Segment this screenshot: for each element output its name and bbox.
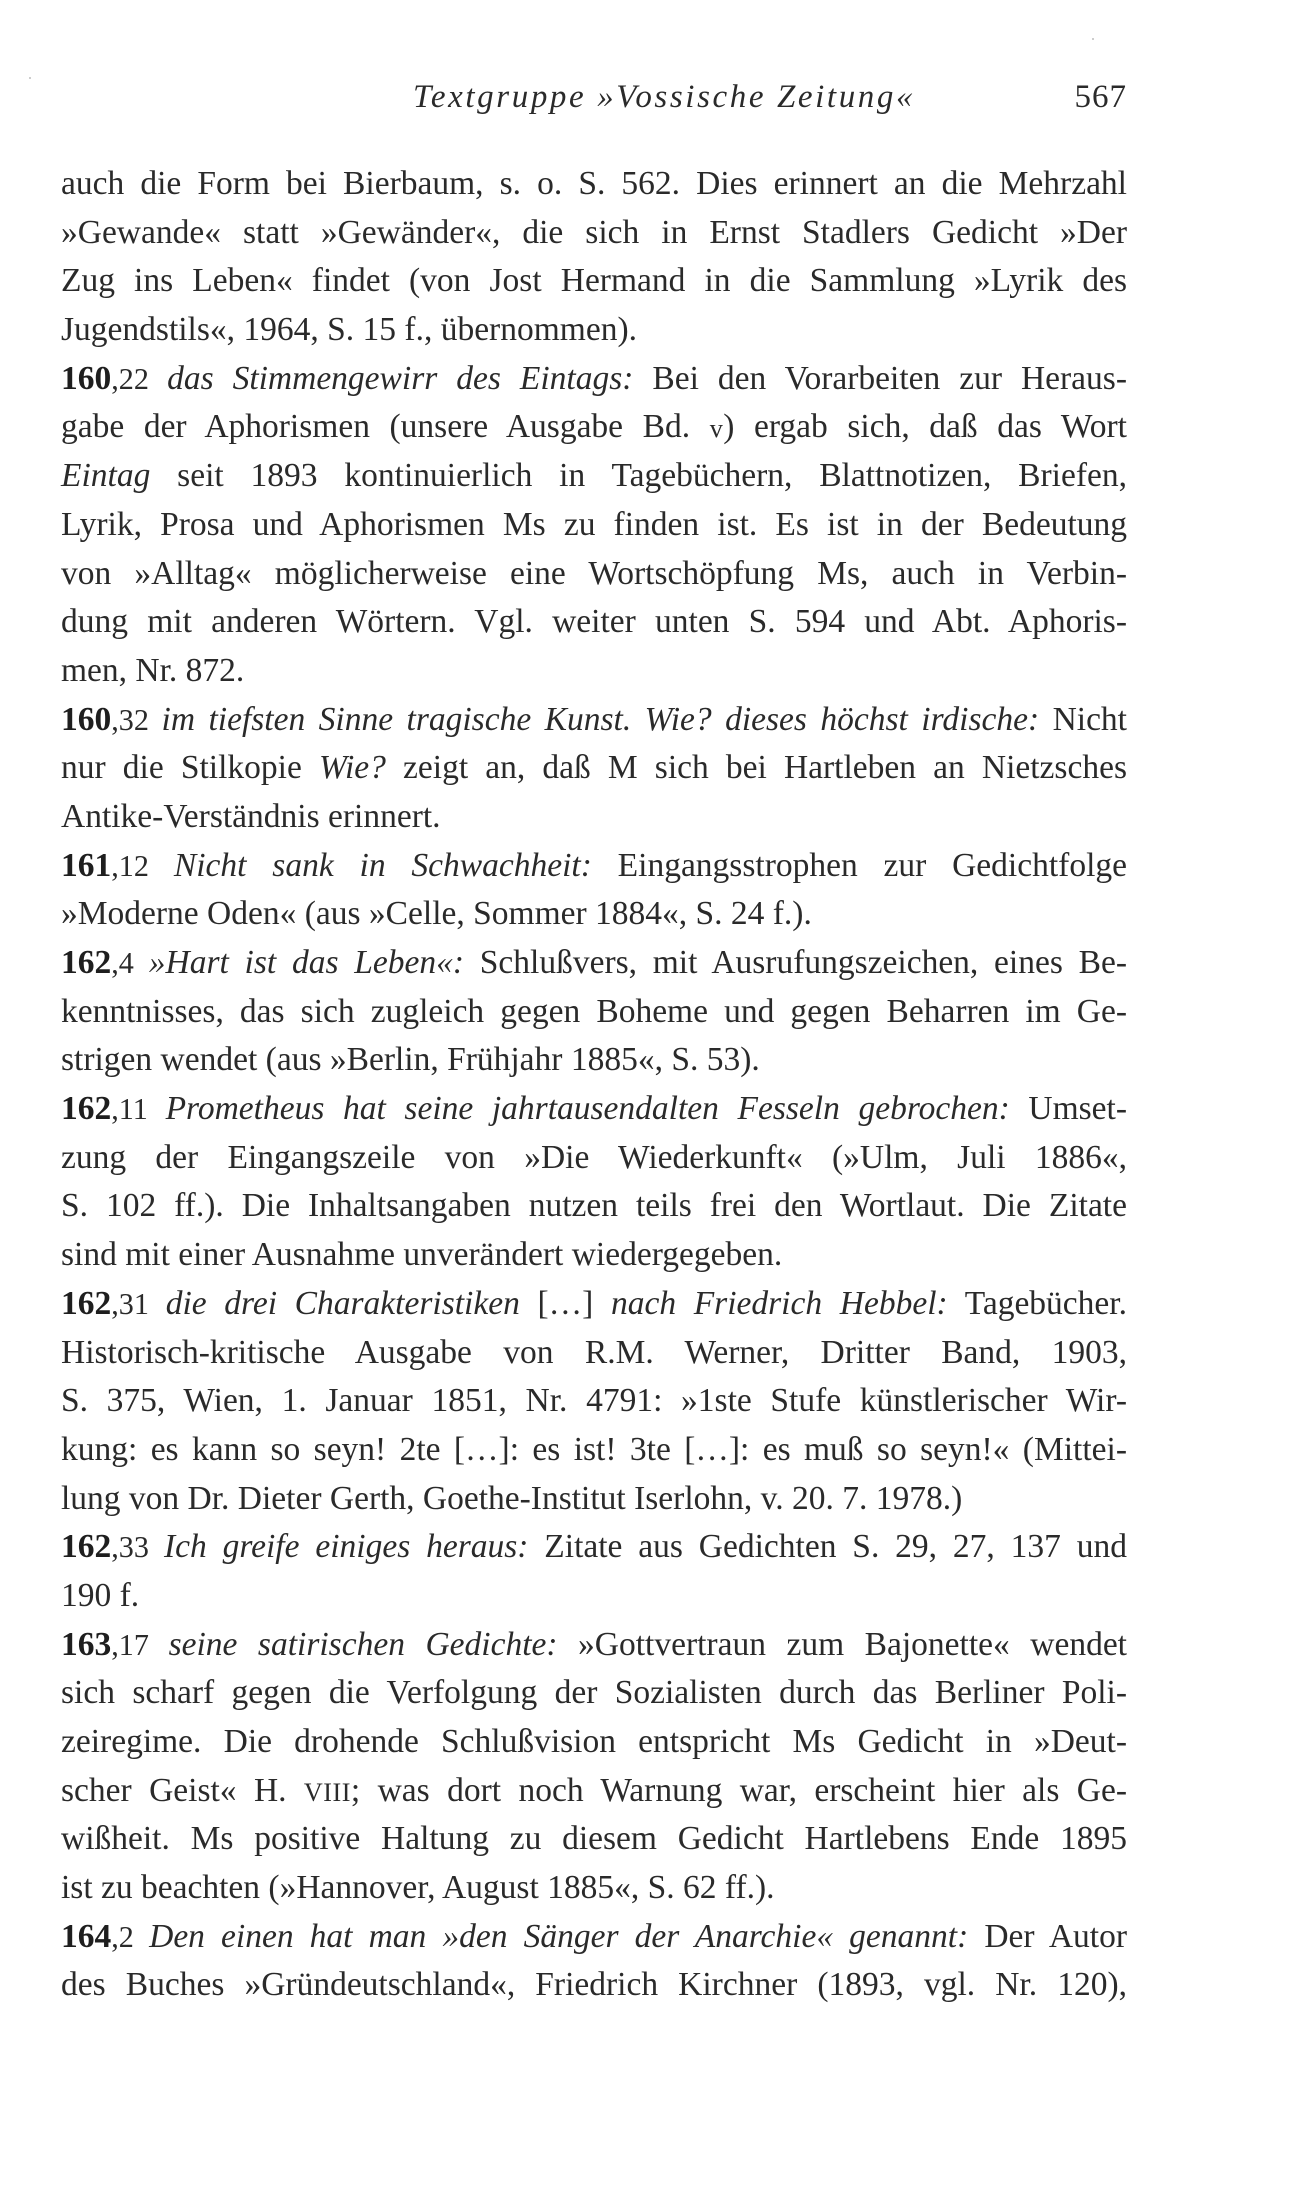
entry-page-number: 162 (61, 944, 112, 981)
text-line (61, 1426, 1127, 1475)
entry-text: gabe der Aphorismen (unsere Ausgabe Bd. (61, 408, 710, 446)
text-line (61, 1134, 1127, 1183)
entry-text: Antike-Verständnis erinnert. (61, 797, 441, 835)
text-line (61, 1523, 1127, 1572)
entry-text: zeigt an, daß M sich bei Hartleben an Nietzsches (385, 749, 1127, 787)
text-line (61, 306, 1127, 355)
text-line (61, 793, 1127, 842)
text-line (61, 1621, 1127, 1670)
entry-page-number: 160 (61, 359, 112, 397)
text-line (61, 257, 1127, 306)
entry-page-number: 162 (61, 1528, 112, 1566)
entry-text: Jugendstils«, 1964, S. 15 f., übernommen). (61, 311, 637, 349)
entry-text: lung von Dr. Dieter Gerth, Goethe-Institut Iserlohn, v. 20. 7. 1978.) (61, 1479, 963, 1517)
text-line (61, 1475, 1127, 1524)
text-line (61, 160, 1127, 209)
text-line (61, 501, 1127, 550)
text-line (61, 1913, 1127, 1962)
text-line (61, 1718, 1127, 1767)
text-line (61, 1377, 1127, 1426)
entry-text: ist zu beachten (»Hannover, August 1885«, S. 62 ff.). (61, 1869, 775, 1907)
entry-text: wißheit. Ms positive Haltung zu diesem Gedicht Hartlebens Ende 1895 (61, 1820, 1127, 1858)
text-line (61, 1329, 1127, 1378)
entry-text: Bei den Vorarbeiten zur Heraus- (633, 359, 1127, 397)
entry-text: zeiregime. Die drohende Schlußvision entspricht Ms Gedicht in »Deut- (61, 1723, 1127, 1760)
entry-text: nur die Stilkopie (61, 749, 319, 787)
text-line (61, 598, 1127, 647)
entry-lemma: Nicht sank in Schwachheit: (173, 846, 592, 884)
entry-line-ref: ,4 (111, 946, 149, 980)
entry-text: 190 f. (61, 1576, 140, 1614)
text-line (61, 355, 1127, 404)
entry-page-number: 162 (61, 1284, 112, 1322)
entry-lemma: Prometheus hat seine jahrtausendalten Fesseln gebrochen: (165, 1090, 1010, 1128)
text-line (61, 1085, 1127, 1134)
entry-text: ) ergab sich, daß das Wort (723, 408, 1127, 446)
text-line (61, 842, 1127, 891)
entry-text: men, Nr. 872. (61, 651, 245, 689)
text-line (61, 1231, 1127, 1280)
entry-text: Schlußvers, mit Ausrufungszeichen, eines Be- (464, 944, 1128, 981)
entry-lemma: Den einen hat man »den Sänger der Anarchie« genannt: (149, 1917, 969, 1955)
entry-text: sich scharf gegen die Verfolgung der Sozialisten durch das Berliner Poli- (61, 1674, 1127, 1712)
entry-text: Zug ins Leben« findet (von Jost Hermand in die Sammlung »Lyrik des (61, 262, 1127, 300)
entry-lemma: Ich greife einiges heraus: (163, 1528, 529, 1566)
entry-page-number: 160 (61, 700, 112, 738)
entry-text: ; was dort noch Warnung war, erscheint hier als Ge- (350, 1771, 1127, 1809)
entry-page-number: 162 (61, 1090, 112, 1128)
text-line (61, 209, 1127, 258)
entry-lemma: Eintag (61, 457, 151, 495)
running-title: Textgruppe »Vossische Zeitung« (413, 79, 916, 115)
entry-text: Lyrik, Prosa und Aphorismen Ms zu finden ist. Es ist in der Bedeutung (61, 505, 1127, 543)
text-line (61, 452, 1127, 501)
entry-text: strigen wendet (aus »Berlin, Frühjahr 1885«, S. 53). (61, 1041, 760, 1079)
text-line (61, 744, 1127, 793)
entry-page-number: 164 (61, 1917, 112, 1955)
text-line (61, 1280, 1127, 1329)
text-line (61, 1669, 1127, 1718)
entry-line-ref: ,2 (111, 1919, 150, 1954)
entry-text: S. 375, Wien, 1. Januar 1851, Nr. 4791: »1ste Stufe künstlerischer Wir- (61, 1382, 1127, 1420)
text-line (61, 1961, 1127, 2010)
entry-lemma: seine satirischen Gedichte: (168, 1625, 558, 1663)
entry-text: S. 102 ff.). Die Inhaltsangaben nutzen teils frei den Wortlaut. Die Zitate (61, 1187, 1127, 1225)
text-line (61, 988, 1127, 1037)
entry-text: des Buches »Gründeutschland«, Friedrich Kirchner (1893, vgl. Nr. 120), (61, 1966, 1127, 2004)
entry-lemma: »Hart ist das Leben«: (148, 944, 465, 981)
entry-text: kung: es kann so seyn! 2te […]: es ist! 3te […]: es muß so seyn!« (Mittei- (61, 1430, 1127, 1468)
commentary-body (61, 160, 1127, 2010)
entry-text: von »Alltag« möglicherweise eine Wortschöpfung Ms, auch in Verbin- (61, 554, 1127, 592)
text-line (61, 403, 1127, 452)
text-line (61, 1767, 1127, 1816)
text-line (61, 1864, 1127, 1913)
entry-text: Der Autor (968, 1917, 1127, 1955)
entry-page-number: 163 (61, 1625, 112, 1663)
entry-text: kenntnisses, das sich zugleich gegen Boheme und gegen Beharren im Ge- (61, 992, 1127, 1030)
entry-line-ref: ,17 (111, 1627, 169, 1662)
entry-lemma: Wie? (318, 749, 386, 787)
entry-line-ref: ,12 (111, 848, 174, 883)
entry-text: dung mit anderen Wörtern. Vgl. weiter unten S. 594 und Abt. Aphoris- (61, 603, 1127, 641)
text-line (61, 647, 1127, 696)
entry-lemma: die drei Charakteristiken (165, 1284, 520, 1322)
entry-text: »Gottvertraun zum Bajonette« wendet (557, 1625, 1127, 1663)
entry-text: Eingangsstrophen zur Gedichtfolge (591, 846, 1127, 884)
entry-text: »Moderne Oden« (aus »Celle, Sommer 1884«, S. 24 f.). (61, 895, 812, 933)
entry-text: sind mit einer Ausnahme unverändert wiedergegeben. (61, 1236, 783, 1274)
entry-text: zung der Eingangszeile von »Die Wiederkunft« (»Ulm, Juli 1886«, (61, 1138, 1127, 1176)
entry-text: Historisch-kritische Ausgabe von R.M. Werner, Dritter Band, 1903, (61, 1333, 1127, 1371)
page-number: 567 (1074, 79, 1127, 115)
entry-lemma: das Stimmengewirr des Eintags: (167, 359, 634, 397)
entry-line-ref: ,22 (111, 361, 168, 396)
text-line (61, 1572, 1127, 1621)
text-line (61, 1815, 1127, 1864)
entry-text: auch die Form bei Bierbaum, s. o. S. 562. Dies erinnert an die Mehrzahl (61, 165, 1127, 202)
entry-text: Umset- (1009, 1090, 1127, 1128)
small-caps-numeral: VIII (303, 1777, 351, 1807)
entry-text: […] (519, 1284, 611, 1322)
running-head (400, 72, 1127, 122)
entry-lemma: nach Friedrich Hebbel: (610, 1284, 948, 1322)
text-line (61, 696, 1127, 745)
scan-speck (1092, 38, 1094, 40)
entry-text: Zitate aus Gedichten S. 29, 27, 137 und (528, 1528, 1127, 1566)
text-line (61, 890, 1127, 939)
text-line (61, 1036, 1127, 1085)
text-line (61, 1182, 1127, 1231)
entry-text: scher Geist« H. (61, 1771, 304, 1809)
entry-line-ref: ,31 (111, 1286, 166, 1321)
entry-line-ref: ,33 (111, 1530, 164, 1565)
entry-text: »Gewande« statt »Gewänder«, die sich in Ernst Stadlers Gedicht »Der (61, 213, 1127, 251)
entry-line-ref: ,32 (111, 702, 162, 737)
entry-text: seit 1893 kontinuierlich in Tagebüchern, Blattnotizen, Briefen, (150, 457, 1127, 495)
text-line (61, 939, 1127, 988)
text-line (61, 550, 1127, 599)
small-caps-numeral: v (709, 414, 724, 444)
entry-page-number: 161 (61, 846, 112, 884)
entry-lemma: im tiefsten Sinne tragische Kunst. Wie? dieses höchst irdische: (161, 700, 1040, 738)
scan-speck (29, 77, 31, 79)
entry-line-ref: ,11 (111, 1092, 166, 1127)
entry-text: Tagebücher. (947, 1284, 1127, 1322)
entry-text: Nicht (1039, 700, 1127, 738)
